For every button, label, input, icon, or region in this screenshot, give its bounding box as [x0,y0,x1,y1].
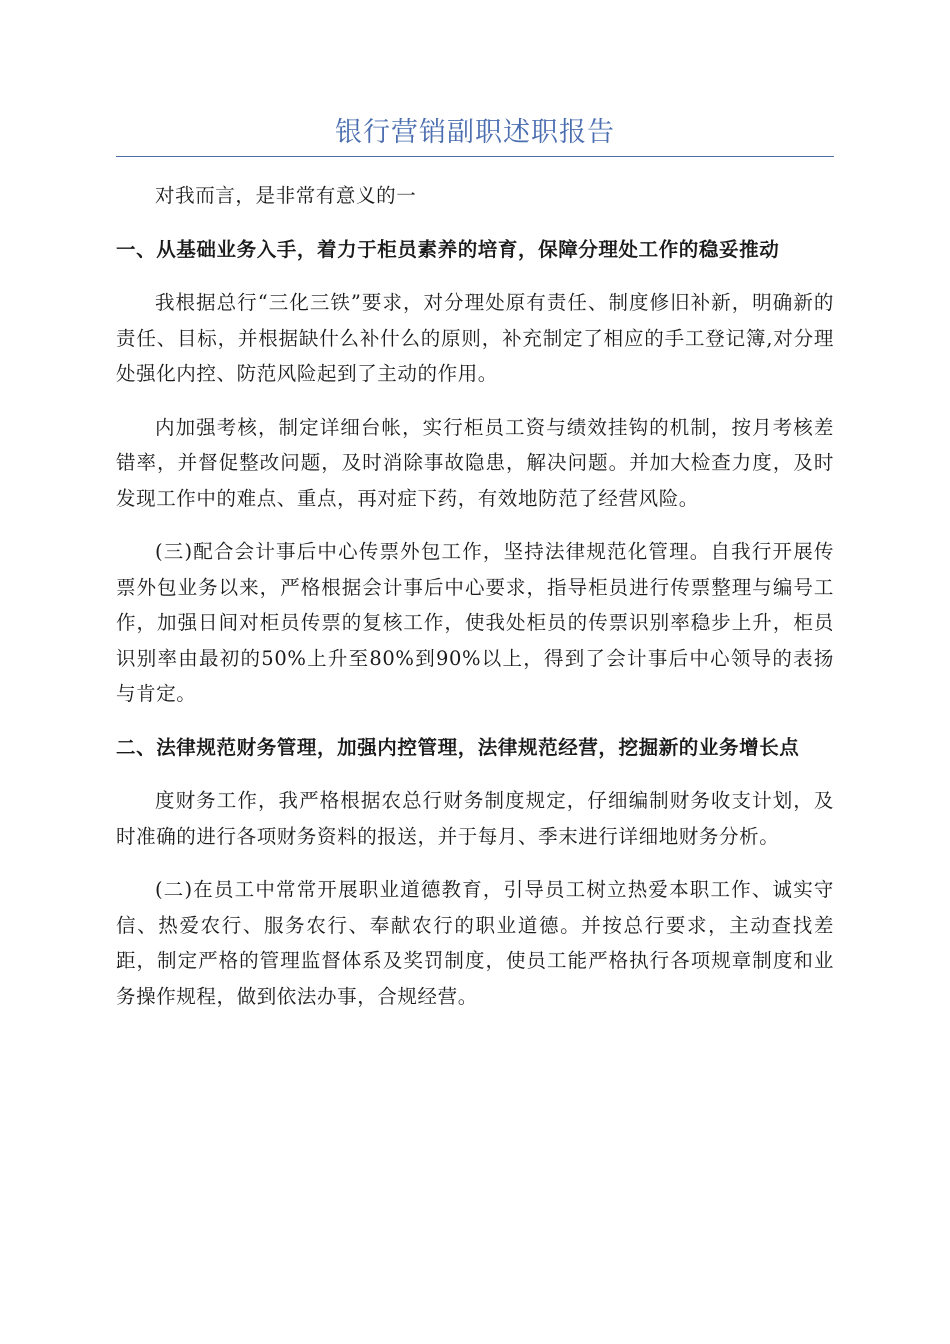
document-title: 银行营销副职述职报告 [335,117,615,148]
paragraph: (二)在员工中常常开展职业道德教育，引导员工树立热爱本职工作、诚实守信、热爱农行、服务农行、奉献农行的职业道德。并按总行要求，主动查找差距，制定严格的管理监督体系及奖罚制度，使员工能严格执行各项规章制度和业务操作规程，做到依法办事，合规经营。 [116,878,834,1008]
section-heading-2: 二、法律规范财务管理，加强内控管理，法律规范经营，挖掘新的业务增长点 [116,735,800,759]
paragraph: 度财务工作，我严格根据农总行财务制度规定，仔细编制财务收支计划，及时准确的进行各项财务资料的报送，并于每月、季末进行详细地财务分析。 [116,789,834,848]
paragraph: 内加强考核，制定详细台帐，实行柜员工资与绩效挂钩的机制，按月考核差错率，并督促整改问题，及时消除事故隐患，解决问题。并加大检查力度，及时发现工作中的难点、重点，再对症下药，有效地防范了经营风险。 [116,415,834,510]
title-block [116,110,834,157]
paragraph-intro: 对我而言，是非常有意义的一 [155,184,417,207]
section-heading-1: 一、从基础业务入手，着力于柜员素养的培育，保障分理处工作的稳妥推动 [116,237,780,261]
paragraph: (三)配合会计事后中心传票外包工作，坚持法律规范化管理。自我行开展传票外包业务以来，严格根据会计事后中心要求，指导柜员进行传票整理与编号工作，加强日间对柜员传票的复核工作，使我处柜员的传票识别率稳步上升，柜员识别率由最初的50%上升至80%到90%以上，得到了会计事后中心领导的表扬与肯定。 [116,540,834,705]
paragraph: 我根据总行“三化三铁”要求，对分理处原有责任、制度修旧补新，明确新的责任、目标，并根据缺什么补什么的原则，补充制定了相应的手工登记簿,对分理处强化内控、防范风险起到了主动的作用。 [116,291,834,385]
document-body [116,178,834,1032]
